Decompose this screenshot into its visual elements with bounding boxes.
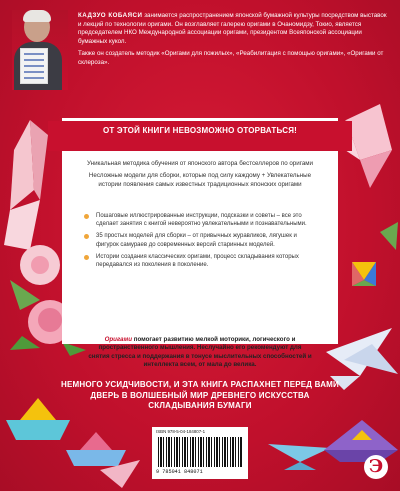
barcode-bars-icon [158,437,242,467]
author-name: КАДЗУО КОБАЯСИ [78,12,143,19]
origami-leaf-icon [380,222,398,250]
feature-item: Пошаговые иллюстрированные инструкции, подсказки и советы – все это сделает занятия с книгой невероятно увлекательными и познавательными. [84,212,318,228]
panel-footer-text: помогает развитию мелкой моторики, логического и пространственного мышления. Неслучайно его рекомендуют для снятия стресса и поддержания в тонусе мыслительных способностей и интеллекта всем, от мала до велика. [88,336,312,369]
panel-footer-highlight: Оригами [104,336,132,343]
author-photo-poster [20,48,48,84]
origami-fish-icon [268,444,330,470]
panel-lead-2: Несложные модели для сборки, которые под силу каждому + Увлекательные истории появления самых известных традиционных японских оригами [88,172,312,188]
origami-pinwheel-icon [352,262,376,286]
panel-lead-1: Уникальная методика обучения от японского автора бестселлеров по оригами [87,160,313,167]
feature-list [84,212,318,273]
author-bio-text: занимается распространением японской бумажной культуры посредством выставок и лекций по технологии оригами. Он возглавляет галерею оригами в Очаномидзу, Токио, является председателем НКО Международной ассоциации оригами, президентом Всеяпонской ассоциации бумажных кукол. [78,12,387,45]
origami-rabbit-icon [4,120,48,250]
author-methods: Также он создатель методик «Оригами для пожилых», «Реабилитация с помощью оригами», «Оригами от склероза». [78,50,384,66]
feature-item: 35 простых моделей для сборки – от привычных журавликов, лягушек и фигурок самураев до современных версий старинных моделей. [84,232,318,248]
barcode-number: 9 785041 848071 [156,469,203,475]
panel-footer [88,336,312,370]
feature-item: Истории создания классических оригами, процесс складывания которых передавался из поколения в поколение. [84,253,318,269]
publisher-logo-letter: Э [368,456,384,477]
panel-title: ОТ ЭТОЙ КНИГИ НЕВОЗМОЖНО ОТОРВАТЬСЯ! [48,121,352,151]
tagline: НЕМНОГО УСИДЧИВОСТИ, И ЭТА КНИГА РАСПАХНЕТ ПЕРЕД ВАМИ ДВЕРЬ В ВОЛШЕБНЫЙ МИР ДРЕВНЕГО ИСКУССТВА СКЛАДЫВАНИЯ БУМАГИ [61,380,339,411]
isbn: ISBN 978-5-04-184807-1 [156,429,206,434]
author-photo-hair [23,10,51,22]
panel-lead [80,160,320,189]
author-bio [78,12,390,72]
